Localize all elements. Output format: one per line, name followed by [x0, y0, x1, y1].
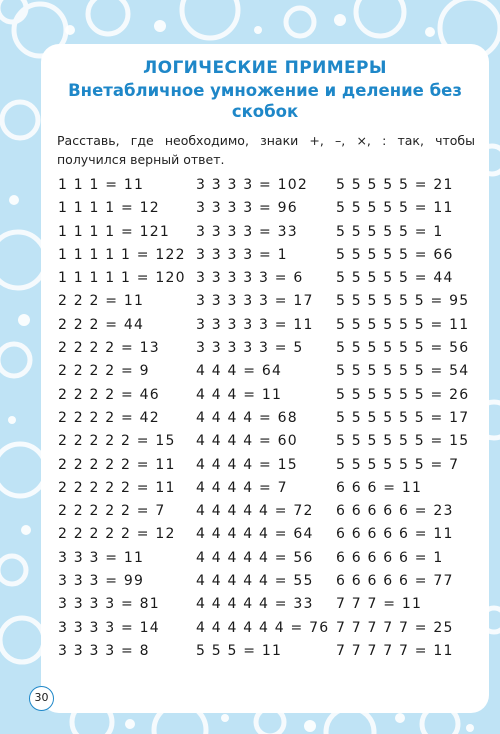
example-item: 5 5 5 = 11 [196, 642, 283, 659]
example-item: 2 2 2 2 2 = 15 [58, 433, 176, 450]
example-item: 2 2 2 2 = 46 [58, 386, 160, 403]
example-item: 2 2 2 = 44 [58, 316, 145, 333]
example-item: 5 5 5 5 5 5 = 17 [336, 409, 470, 426]
worksheet-panel [41, 44, 489, 713]
example-item: 5 5 5 5 5 5 = 15 [336, 433, 470, 450]
example-item: 2 2 2 2 2 = 11 [58, 479, 176, 496]
examples-column-1 [58, 174, 186, 663]
example-item: 2 2 2 = 11 [58, 293, 145, 310]
example-item: 3 3 3 3 = 102 [196, 177, 308, 193]
example-item: 4 4 4 4 = 60 [196, 433, 298, 450]
example-item: 5 5 5 5 5 5 = 11 [336, 316, 470, 333]
example-item: 3 3 3 3 = 33 [196, 223, 298, 240]
example-item: 5 5 5 5 5 5 = 7 [336, 456, 460, 473]
example-item: 6 6 6 6 6 = 11 [336, 526, 454, 543]
example-item: 4 4 4 4 4 4 = 76 [196, 619, 330, 636]
page-subtitle: Внетабличное умножение и деление без скобок [68, 81, 462, 121]
example-item: 3 3 3 3 = 96 [196, 200, 298, 217]
example-item: 2 2 2 2 = 9 [58, 363, 150, 380]
example-item: 4 4 4 4 = 7 [196, 479, 288, 496]
example-item: 3 3 3 3 3 = 6 [196, 270, 304, 287]
example-item: 4 4 4 4 = 15 [196, 456, 298, 473]
example-item: 2 2 2 2 2 = 12 [58, 526, 176, 543]
examples-column-3 [336, 174, 469, 663]
example-item: 5 5 5 5 5 5 = 95 [336, 293, 470, 310]
example-item: 6 6 6 = 11 [336, 479, 423, 496]
example-item: 1 1 1 1 = 121 [58, 223, 170, 240]
example-item: 6 6 6 6 6 = 23 [336, 503, 454, 520]
example-item: 6 6 6 6 6 = 77 [336, 573, 454, 590]
example-item: 7 7 7 = 11 [336, 596, 423, 613]
example-item: 3 3 3 = 99 [58, 573, 145, 590]
example-item: 7 7 7 7 7 = 25 [336, 619, 454, 636]
example-item: 2 2 2 2 2 = 7 [58, 503, 166, 520]
example-item: 3 3 3 3 = 1 [196, 246, 288, 263]
example-item: 5 5 5 5 5 = 11 [336, 200, 454, 217]
example-item: 4 4 4 = 64 [196, 363, 283, 380]
example-item: 3 3 3 3 = 14 [58, 619, 160, 636]
example-item: 4 4 4 = 11 [196, 386, 283, 403]
example-item: 5 5 5 5 5 = 1 [336, 223, 444, 240]
example-item: 3 3 3 3 = 81 [58, 596, 160, 613]
example-item: 4 4 4 4 4 = 56 [196, 549, 314, 566]
page-number-badge: 30 [29, 686, 54, 711]
example-item: 4 4 4 4 4 = 72 [196, 503, 314, 520]
example-item: 5 5 5 5 5 5 = 26 [336, 386, 470, 403]
example-item: 3 3 3 = 11 [58, 549, 145, 566]
example-item: 3 3 3 3 3 = 5 [196, 340, 304, 357]
example-item: 3 3 3 3 3 = 11 [196, 316, 314, 333]
example-item: 3 3 3 3 3 = 17 [196, 293, 314, 310]
example-item: 2 2 2 2 = 13 [58, 340, 160, 357]
example-item: 1 1 1 1 = 12 [58, 200, 160, 217]
example-item: 2 2 2 2 = 42 [58, 409, 160, 426]
example-item: 1 1 1 = 11 [58, 177, 145, 193]
example-item: 4 4 4 4 = 68 [196, 409, 298, 426]
example-item: 4 4 4 4 4 = 55 [196, 573, 314, 590]
example-item: 1 1 1 1 1 = 120 [58, 270, 186, 287]
examples-column-2 [196, 174, 329, 663]
example-item: 6 6 6 6 6 = 1 [336, 549, 444, 566]
example-item: 4 4 4 4 4 = 33 [196, 596, 314, 613]
example-item: 5 5 5 5 5 5 = 56 [336, 340, 470, 357]
instruction-text: Расставь, где необходимо, знаки +, –, ×, : так, чтобы получился верный ответ. [57, 133, 475, 167]
example-item: 1 1 1 1 1 = 122 [58, 246, 186, 263]
example-item: 3 3 3 3 = 8 [58, 642, 150, 659]
example-item: 5 5 5 5 5 = 21 [336, 177, 454, 193]
page-title: ЛОГИЧЕСКИЕ ПРИМЕРЫ [143, 58, 387, 78]
example-item: 2 2 2 2 2 = 11 [58, 456, 176, 473]
example-item: 5 5 5 5 5 5 = 54 [336, 363, 470, 380]
example-item: 7 7 7 7 7 = 11 [336, 642, 454, 659]
example-item: 5 5 5 5 5 = 44 [336, 270, 454, 287]
example-item: 4 4 4 4 4 = 64 [196, 526, 314, 543]
example-item: 5 5 5 5 5 = 66 [336, 246, 454, 263]
